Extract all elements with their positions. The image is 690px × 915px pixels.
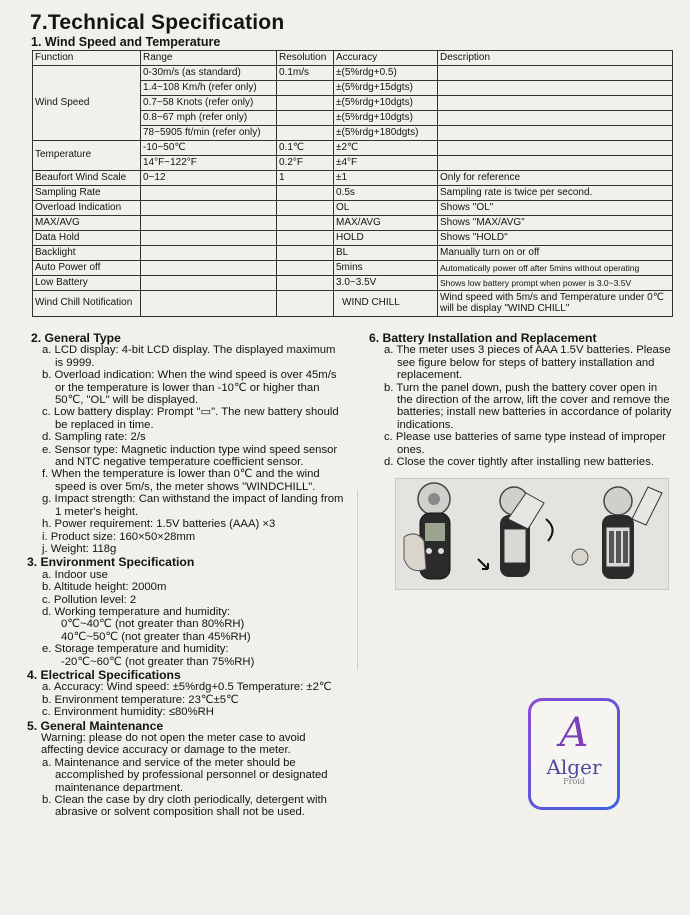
accuracy-cell: 3.0~3.5V (334, 276, 438, 291)
resolution-cell: 0.1℃ (277, 141, 334, 156)
description-cell (438, 111, 673, 126)
left-column (27, 331, 345, 819)
section-2-heading: 2. General Type (31, 331, 121, 345)
header-cell: Accuracy (334, 51, 438, 66)
accuracy-cell: 5mins (334, 261, 438, 276)
range-cell: 78~5905 ft/min (refer only) (141, 126, 277, 141)
section-5-heading: 5. General Maintenance (27, 718, 164, 733)
table-row (33, 261, 673, 276)
function-cell: Wind Chill Notification (33, 291, 141, 317)
table-row (33, 186, 673, 201)
list-item: b. Environment temperature: 23℃±5℃ (42, 693, 239, 706)
resolution-cell: 1 (277, 171, 334, 186)
list-subitem: 40℃~50℃ (not greater than 45%RH) (61, 630, 251, 643)
description-cell: Shows "HOLD" (438, 231, 673, 246)
list-subitem: -20℃~60℃ (not greater than 75%RH) (61, 655, 255, 668)
range-cell (141, 231, 277, 246)
logo-letter: A (559, 710, 589, 756)
description-cell (438, 141, 673, 156)
header-cell: Function (33, 51, 141, 66)
accuracy-cell: ±(5%rdg+10dgts) (334, 111, 438, 126)
header-cell: Range (141, 51, 277, 66)
list-item: a. Accuracy: Wind speed: ±5%rdg+0.5 Temperature: ±2℃ (42, 681, 332, 694)
list-item: d. Working temperature and humidity: (42, 605, 231, 618)
battery-installation-figure (395, 478, 669, 590)
description-cell (438, 66, 673, 81)
description-cell (438, 156, 673, 171)
description-cell: Automatically power off after 5mins without operating (438, 261, 673, 276)
description-cell: Shows "MAX/AVG" (438, 216, 673, 231)
list-item: h. Power requirement: 1.5V batteries (AAA) ×3 (42, 518, 276, 531)
range-cell (141, 216, 277, 231)
description-cell: Wind speed with 5m/s and Temperature under 0℃ will be display "WIND CHILL" (438, 291, 673, 317)
resolution-cell: 0.2°F (277, 156, 334, 171)
resolution-cell (277, 231, 334, 246)
header-cell: Resolution (277, 51, 334, 66)
list-subitem: 0℃~40℃ (not greater than 80%RH) (61, 618, 245, 631)
accuracy-cell: ±(5%rdg+15dgts) (334, 81, 438, 96)
range-cell: -10~50℃ (141, 141, 277, 156)
resolution-cell (277, 96, 334, 111)
header-cell: Description (438, 51, 673, 66)
list-item: a. The meter uses 3 pieces of AAA 1.5V batteries. Please see figure below for steps of battery installation and replacement. (384, 344, 671, 382)
alger-froid-logo (528, 698, 620, 810)
list-item: b. Clean the case by dry cloth periodically, detergent with abrasive or solvent composition shall not be used. (42, 794, 327, 819)
resolution-cell: 0.1m/s (277, 66, 334, 81)
range-cell (141, 291, 277, 317)
table-row (33, 291, 673, 317)
function-cell: Auto Power off (33, 261, 141, 276)
resolution-cell (277, 81, 334, 96)
battery-steps-illustration (396, 479, 668, 589)
list-item: e. Storage temperature and humidity: (42, 643, 229, 656)
function-cell: Low Battery (33, 276, 141, 291)
description-cell: Shows "OL" (438, 201, 673, 216)
warning-text: Warning: please do not open the meter case to avoid affecting device accuracy or damage to the meter. (41, 732, 306, 757)
description-cell (438, 81, 673, 96)
range-cell (141, 186, 277, 201)
function-cell: Data Hold (33, 231, 141, 246)
range-cell: 1.4~108 Km/h (refer only) (141, 81, 277, 96)
range-cell: 0.7~58 Knots (refer only) (141, 96, 277, 111)
list-item: c. Low battery display: Prompt "▭". The new battery should be replaced in time. (42, 406, 339, 431)
list-item: e. Sensor type: Magnetic induction type wind speed sensor and NTC negative temperature coefficient sensor. (42, 443, 338, 469)
page-crease (357, 490, 358, 670)
logo-inner (531, 701, 617, 807)
function-cell: Backlight (33, 246, 141, 261)
list-item: b. Turn the panel down, push the battery cover open in the direction of the arrow, lift the cover and remove the batteries; install new batteries in accordance of polarity indications. (384, 381, 672, 431)
list-item: a. LCD display: 4-bit LCD display. The displayed maximum is 9999. (42, 344, 336, 369)
list-item: g. Impact strength: Can withstand the impact of landing from 1 meter's height. (42, 493, 344, 518)
description-cell: Manually turn on or off (438, 246, 673, 261)
function-cell: Overload Indication (33, 201, 141, 216)
accuracy-cell: ±2℃ (334, 141, 438, 156)
section-6-heading: 6. Battery Installation and Replacement (369, 331, 597, 345)
list-item: a. Indoor use (42, 568, 108, 581)
step-2-meter-icon (500, 487, 553, 577)
resolution-cell (277, 246, 334, 261)
range-cell: 0.8~67 mph (refer only) (141, 111, 277, 126)
table-row (33, 216, 673, 231)
range-cell (141, 276, 277, 291)
list-item: c. Please use batteries of same type instead of improper ones. (384, 431, 666, 456)
resolution-cell (277, 261, 334, 276)
table-row (33, 141, 673, 156)
function-cell: MAX/AVG (33, 216, 141, 231)
table-row (33, 246, 673, 261)
logo-name: Alger (546, 755, 602, 779)
accuracy-cell: OL (334, 201, 438, 216)
page-title: 7.Technical Specification (30, 11, 285, 34)
resolution-cell (277, 126, 334, 141)
list-item: b. Altitude height: 2000m (42, 581, 167, 594)
range-cell (141, 246, 277, 261)
table-header-row (33, 51, 673, 66)
resolution-cell (277, 276, 334, 291)
spec-table (32, 50, 673, 317)
list-item: c. Pollution level: 2 (42, 593, 137, 606)
step-1-meter-icon (404, 483, 488, 579)
accuracy-cell: 0.5s (334, 186, 438, 201)
accuracy-cell: ±1 (334, 171, 438, 186)
accuracy-cell: ±(5%rdg+10dgts) (334, 96, 438, 111)
accuracy-cell: MAX/AVG (334, 216, 438, 231)
logo-sub: Froid (563, 777, 585, 786)
description-cell (438, 126, 673, 141)
range-cell (141, 201, 277, 216)
table-row (33, 201, 673, 216)
description-cell: Only for reference (438, 171, 673, 186)
range-cell: 0-30m/s (as standard) (141, 66, 277, 81)
function-cell: Temperature (33, 141, 141, 171)
accuracy-cell: WIND CHILL (334, 291, 438, 317)
table-row (33, 66, 673, 81)
right-column (369, 331, 674, 468)
step-3-meter-icon (572, 487, 662, 579)
section-1-heading: 1. Wind Speed and Temperature (31, 35, 221, 49)
description-cell: Sampling rate is twice per second. (438, 186, 673, 201)
list-item: a. Maintenance and service of the meter should be accomplished by professional personnel or designated maintenance department. (42, 756, 328, 794)
accuracy-cell: BL (334, 246, 438, 261)
accuracy-cell: HOLD (334, 231, 438, 246)
list-item: d. Sampling rate: 2/s (42, 431, 146, 444)
resolution-cell (277, 111, 334, 126)
range-cell (141, 261, 277, 276)
function-cell: Wind Speed (33, 66, 141, 141)
list-item: d. Close the cover tightly after installing new batteries. (384, 456, 655, 469)
resolution-cell (277, 201, 334, 216)
section-3-heading: 3. Environment Specification (27, 555, 195, 570)
table-row (33, 171, 673, 186)
list-item: f. When the temperature is lower than 0℃ and the wind speed is over 5m/s, the meter shows "WINDCHILL". (42, 468, 320, 493)
accuracy-cell: ±(5%rdg+180dgts) (334, 126, 438, 141)
description-cell (438, 96, 673, 111)
range-cell: 0~12 (141, 171, 277, 186)
list-item: i. Product size: 160×50×28mm (42, 530, 196, 543)
list-item: c. Environment humidity: ≤80%RH (42, 706, 214, 719)
resolution-cell (277, 291, 334, 317)
description-cell: Shows low battery prompt when power is 3.0~3.5V (438, 276, 673, 291)
section-4-heading: 4. Electrical Specifications (27, 667, 181, 682)
accuracy-cell: ±4°F (334, 156, 438, 171)
accuracy-cell: ±(5%rdg+0.5) (334, 66, 438, 81)
function-cell: Sampling Rate (33, 186, 141, 201)
range-cell: 14°F~122°F (141, 156, 277, 171)
resolution-cell (277, 186, 334, 201)
function-cell: Beaufort Wind Scale (33, 171, 141, 186)
resolution-cell (277, 216, 334, 231)
list-item: b. Overload indication: When the wind speed is over 45m/s or the temperature is lower than -10℃ or higher than 50℃, "OL" will be displayed. (42, 369, 337, 407)
table-row (33, 231, 673, 246)
list-item: j. Weight: 118g (42, 542, 117, 555)
table-row (33, 276, 673, 291)
